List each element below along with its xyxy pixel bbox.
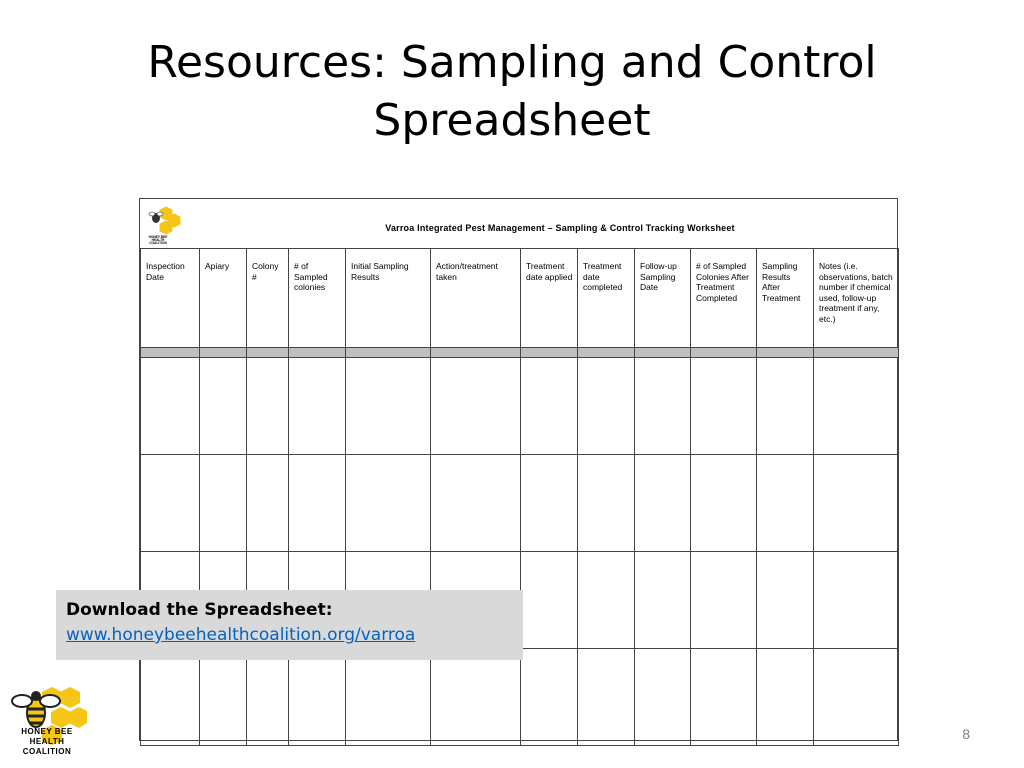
table-cell: [346, 455, 431, 552]
hbhc-small-logo-icon: [146, 205, 182, 245]
column-header: Initial Sampling Results: [346, 249, 431, 348]
download-label: Download the Spreadsheet:: [66, 600, 333, 620]
hbhc-logo-line-1: HONEY BEE: [21, 727, 73, 736]
table-cell: [289, 649, 346, 746]
table-cell: [247, 455, 289, 552]
table-cell: [200, 455, 247, 552]
table-cell: [247, 358, 289, 455]
table-cell: [200, 649, 247, 746]
hbhc-logo-line-3: COALITION: [22, 747, 72, 756]
table-cell: [814, 455, 899, 552]
worksheet-table: [140, 248, 899, 746]
column-header: Sampling Results After Treatment: [757, 249, 814, 348]
download-callout: [56, 590, 523, 660]
column-header: # of Sampled Colonies After Treatment Completed: [691, 249, 757, 348]
slide-title: Resources: Sampling and Control Spreadsheet: [147, 37, 877, 146]
table-cell: [521, 455, 578, 552]
table-cell: [521, 358, 578, 455]
table-cell: [635, 358, 691, 455]
table-cell: [578, 552, 635, 649]
table-cell: [141, 455, 200, 552]
table-cell: [431, 455, 521, 552]
column-header: Colony #: [247, 249, 289, 348]
table-cell: [757, 552, 814, 649]
hbhc-logo-line-2: HEALTH: [29, 737, 65, 746]
column-header: Treatment date completed: [578, 249, 635, 348]
table-cell: [757, 358, 814, 455]
table-cell: [691, 358, 757, 455]
worksheet-body: [141, 348, 899, 746]
shaded-separator-row: [141, 348, 899, 358]
page-number: 8: [962, 726, 970, 742]
small-logo-line-2: HEALTH: [151, 238, 165, 242]
table-cell: [521, 552, 578, 649]
table-cell: [578, 455, 635, 552]
table-cell: [200, 358, 247, 455]
table-cell: [691, 649, 757, 746]
table-cell: [691, 552, 757, 649]
small-logo-line-3: COALITION: [149, 241, 167, 245]
column-header: Action/treatment taken: [431, 249, 521, 348]
table-cell: [757, 455, 814, 552]
column-header: Inspection Date: [141, 249, 200, 348]
table-cell: [521, 649, 578, 746]
table-cell: [289, 455, 346, 552]
table-cell: [346, 358, 431, 455]
table-cell: [431, 649, 521, 746]
small-logo-line-1: HONEY BEE: [148, 235, 168, 239]
table-cell: [814, 649, 899, 746]
table-cell: [578, 358, 635, 455]
table-cell: [289, 358, 346, 455]
worksheet-title: Varroa Integrated Pest Management – Sampling & Control Tracking Worksheet: [385, 223, 735, 233]
table-cell: [578, 649, 635, 746]
table-row: [141, 358, 899, 455]
download-link[interactable]: www.honeybeehealthcoalition.org/varroa: [66, 625, 416, 645]
table-cell: [691, 455, 757, 552]
column-header: Notes (i.e. observations, batch number if chemical used, follow-up treatment if any, etc.): [814, 249, 899, 348]
table-cell: [635, 552, 691, 649]
hbhc-logo-text: [6, 727, 88, 757]
table-cell: [635, 649, 691, 746]
table-cell: [247, 649, 289, 746]
table-cell: [814, 358, 899, 455]
table-cell: [757, 649, 814, 746]
column-header: Apiary: [200, 249, 247, 348]
header-row: [141, 249, 899, 348]
table-cell: [141, 358, 200, 455]
table-cell: [431, 358, 521, 455]
table-cell: [814, 552, 899, 649]
table-row: [141, 649, 899, 746]
worksheet-header: [140, 199, 897, 249]
column-header: Follow-up Sampling Date: [635, 249, 691, 348]
column-header: Treatment date applied: [521, 249, 578, 348]
table-row: [141, 455, 899, 552]
table-cell: [141, 649, 200, 746]
table-cell: [635, 455, 691, 552]
column-header: # of Sampled colonies: [289, 249, 346, 348]
table-cell: [346, 649, 431, 746]
